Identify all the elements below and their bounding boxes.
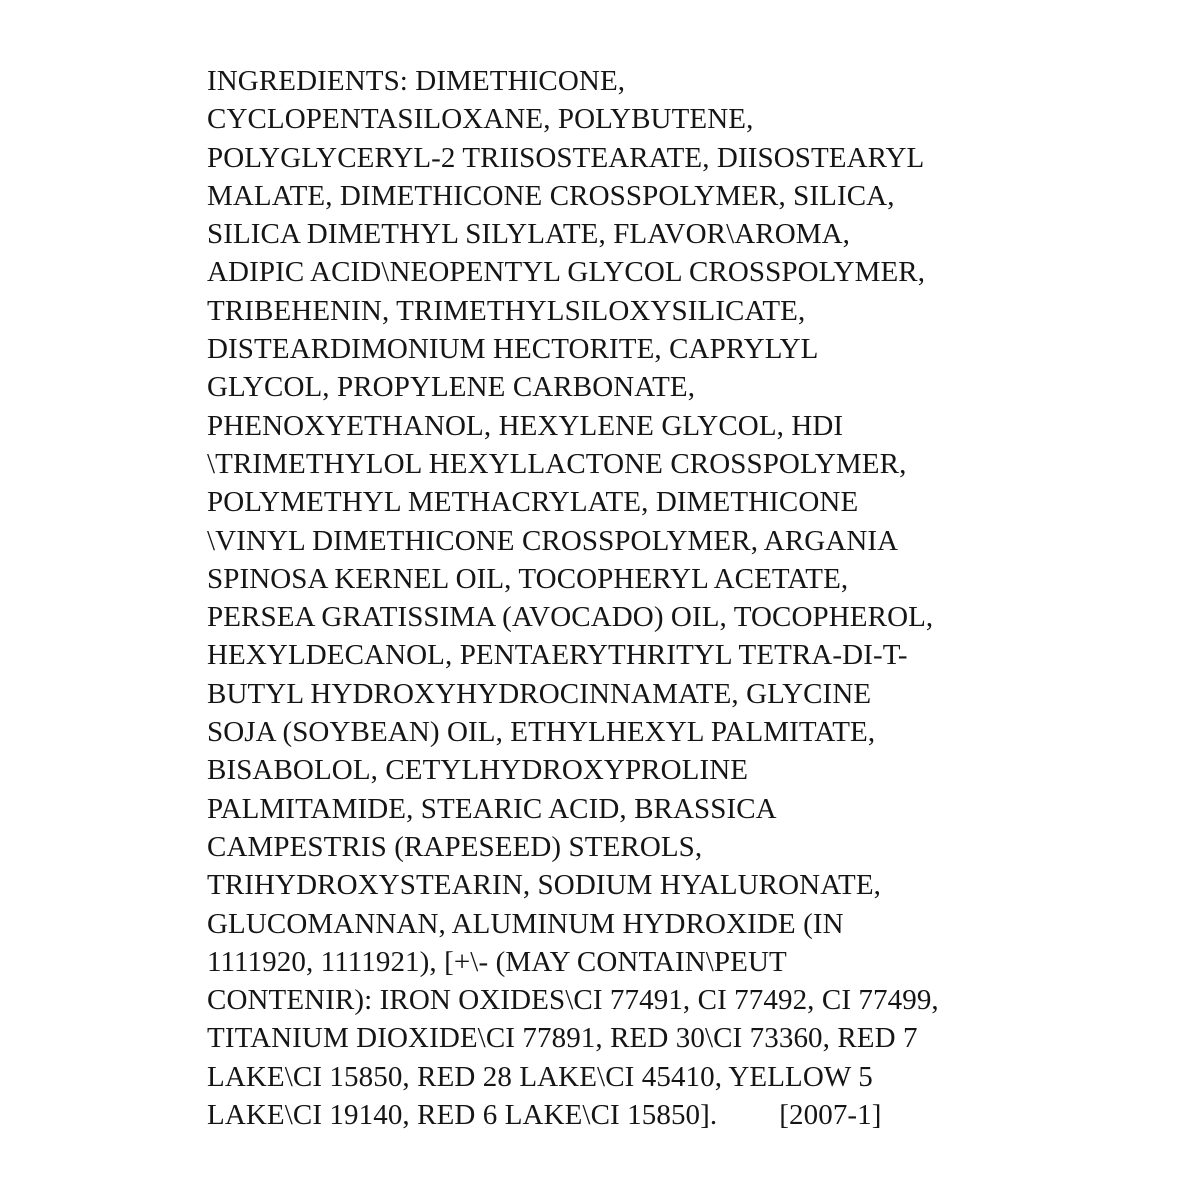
ingredients-line: HEXYLDECANOL, PENTAERYTHRITYL TETRA-DI-T- [207, 639, 908, 672]
ingredients-line: BUTYL HYDROXYHYDROCINNAMATE, GLYCINE [207, 677, 872, 710]
ingredients-line: PERSEA GRATISSIMA (AVOCADO) OIL, TOCOPHEROL, [207, 601, 934, 634]
ingredients-line: LAKE\CI 15850, RED 28 LAKE\CI 45410, YELLOW 5 [207, 1060, 873, 1093]
ingredients-line: POLYGLYCERYL-2 TRIISOSTEARATE, DIISOSTEARYL [207, 141, 925, 174]
ingredients-line: DISTEARDIMONIUM HECTORITE, CAPRYLYL [207, 333, 819, 366]
ingredients-line: \TRIMETHYLOL HEXYLLACTONE CROSSPOLYMER, [207, 447, 907, 480]
ingredients-last-line [207, 1096, 1107, 1134]
ingredients-line: SPINOSA KERNEL OIL, TOCOPHERYL ACETATE, [207, 562, 849, 595]
ingredients-line: TRIBEHENIN, TRIMETHYLSILOXYSILICATE, [207, 294, 806, 327]
ingredients-line: TRIHYDROXYSTEARIN, SODIUM HYALURONATE, [207, 869, 882, 902]
ingredients-line: PALMITAMIDE, STEARIC ACID, BRASSICA [207, 792, 777, 825]
ingredients-line: GLYCOL, PROPYLENE CARBONATE, [207, 371, 696, 404]
ingredients-text-block [207, 62, 1107, 1134]
ingredients-line: INGREDIENTS: DIMETHICONE, [207, 65, 626, 97]
ingredients-line: BISABOLOL, CETYLHYDROXYPROLINE [207, 754, 749, 787]
ingredients-line: ADIPIC ACID\NEOPENTYL GLYCOL CROSSPOLYMER, [207, 256, 926, 289]
ingredients-line: SILICA DIMETHYL SILYLATE, FLAVOR\AROMA, [207, 218, 851, 251]
ingredients-line: \VINYL DIMETHICONE CROSSPOLYMER, ARGANIA [207, 524, 899, 557]
ingredients-line: 1111920, 1111921), [+\- (MAY CONTAIN\PEUT [207, 945, 787, 978]
ingredients-line: GLUCOMANNAN, ALUMINUM HYDROXIDE (IN [207, 907, 844, 940]
batch-code: [2007-1] [779, 1099, 882, 1132]
ingredients-line: CAMPESTRIS (RAPESEED) STEROLS, [207, 830, 703, 863]
ingredients-line: CYCLOPENTASILOXANE, POLYBUTENE, [207, 103, 754, 136]
ingredients-line: SOJA (SOYBEAN) OIL, ETHYLHEXYL PALMITATE, [207, 716, 876, 749]
ingredients-line: TITANIUM DIOXIDE\CI 77891, RED 30\CI 73360, RED 7 [207, 1022, 918, 1055]
ingredients-line: MALATE, DIMETHICONE CROSSPOLYMER, SILICA, [207, 179, 895, 212]
ingredients-line: CONTENIR): IRON OXIDES\CI 77491, CI 77492, CI 77499, [207, 984, 939, 1017]
ingredients-line: PHENOXYETHANOL, HEXYLENE GLYCOL, HDI [207, 409, 844, 442]
ingredients-line: POLYMETHYL METHACRYLATE, DIMETHICONE [207, 486, 859, 519]
ingredients-line-text: LAKE\CI 19140, RED 6 LAKE\CI 15850]. [207, 1099, 718, 1132]
